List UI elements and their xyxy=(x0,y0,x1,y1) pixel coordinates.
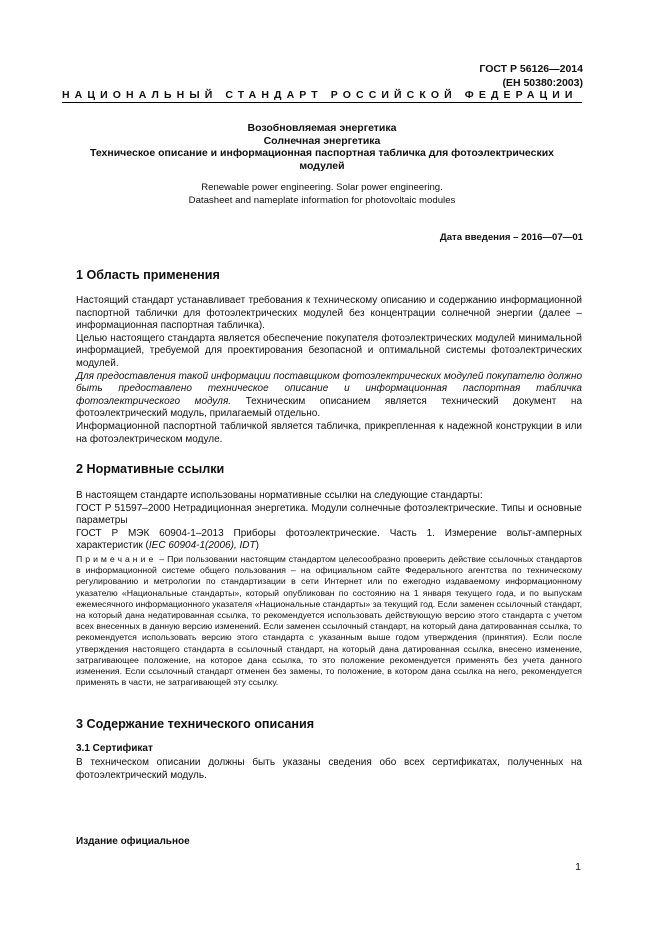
standard-number: ГОСТ Р 56126—2014 xyxy=(479,63,583,75)
section-2-heading: 2 Нормативные ссылки xyxy=(76,462,225,476)
title-line-2: Солнечная энергетика xyxy=(263,134,381,147)
subsection-3-1-heading: 3.1 Сертификат xyxy=(76,743,153,754)
page-number: 1 xyxy=(575,861,581,873)
title-line-4: модулей xyxy=(299,159,345,172)
section-3-heading: 3 Содержание технического описания xyxy=(76,717,315,731)
section-1-paragraph-1: Настоящий стандарт устанавливает требования к техническому описанию и содержанию информационной паспортной таблички для фотоэлектрических модулей без концентрации солнечной энергии (далее – информационная паспортная табличка). xyxy=(76,295,582,332)
standard-designation xyxy=(479,62,583,90)
standard-equivalent: (ЕН 50380:2003) xyxy=(502,77,583,89)
title-line-3: Техническое описание и информационная паспортная табличка для фотоэлектрических xyxy=(89,147,555,159)
english-title-line-2: Datasheet and nameplate information for photovoltaic modules xyxy=(188,194,456,206)
official-edition-label: Издание официальное xyxy=(76,836,190,847)
reference-gost-60904-end: ) xyxy=(255,540,259,552)
english-title xyxy=(62,182,582,207)
note-label: Примечание xyxy=(76,554,157,564)
national-standard-banner: НАЦИОНАЛЬНЫЙ СТАНДАРТ РОССИЙСКОЙ ФЕДЕРАЦИИ xyxy=(62,89,582,103)
section-1-body xyxy=(76,295,582,446)
reference-gost-60904-start: ГОСТ Р МЭК 60904-1–2013 Приборы фотоэлектрические. Часть 1. Измерение вольт-амперных характеристик ( xyxy=(76,527,582,552)
document-title xyxy=(62,122,582,172)
section-1-paragraph-3-italic: Для предоставления такой информации поставщиком фотоэлектрических модулей покупателю должно быть предоставлено техническое описание и информационная паспортная табличка фотоэлектрического модуля. xyxy=(76,370,583,407)
title-line-1: Возобновляемая энергетика xyxy=(247,122,397,134)
section-1-paragraph-3-rest: Техническим описанием является технический документ на фотоэлектрический модуль, прилагаемый отдельно. xyxy=(76,395,582,420)
introduction-date: Дата введения – 2016—07—01 xyxy=(439,232,583,243)
english-title-line-1: Renewable power engineering. Solar power engineering. xyxy=(201,182,443,193)
note-text: – При пользовании настоящим стандартом целесообразно проверить действие ссылочных стандартов в информационной системе общего пользования – на официальном сайте Федерального агентства по техническому регулированию и метрологии по стандартизации в сети Интернет или по ежегодно издаваемому информационному указателю «Национальные стандарты», который опубликован по состоянию на 1 января текущего года, и по выпускам ежемесячного информационного указателя «Национальные стандарты» за текущий год. Если заменен ссылочный стандарт, на который дана недатированная ссылка, то рекомендуется использовать действующую версию этого стандарта с учетом всех внесенных в данную версию изменений. Если заменен ссылочный стандарт, на который дана датированная ссылка, то рекомендуется использовать версию этого стандарта с указанным выше годом утверждения (принятия). Если после утверждения настоящего стандарта в ссылочный стандарт, на который дана датированная ссылка, внесено изменение, затрагивающее положение, на которое дана ссылка, то это положение рекомендуется применять без учета данного изменения. Если ссылочный стандарт отменен без замены, то положение, в котором дана ссылка на него, рекомендуется применять в части, не затрагивающей эту ссылку. xyxy=(76,554,582,688)
section-1-heading: 1 Область применения xyxy=(76,268,220,282)
section-3-body xyxy=(76,757,582,782)
reference-gost-51597: ГОСТ Р 51597–2000 Нетрадиционная энергетика. Модули солнечные фотоэлектрические. Типы и основные параметры xyxy=(76,502,582,527)
section-2-paragraph-1: В настоящем стандарте использованы нормативные ссылки на следующие стандарты: xyxy=(76,490,483,501)
section-1-paragraph-4: Информационной паспортной табличкой является табличка, прикрепленная к надежной конструкции в или на фотоэлектрическом модуле. xyxy=(76,420,582,445)
normative-note xyxy=(76,554,582,688)
section-1-paragraph-2: Целью настоящего стандарта является обеспечение покупателя фотоэлектрических модулей минимальной информацией, требуемой для проектирования безопасной и оптимальной системы фотоэлектрических модулей. xyxy=(76,332,582,369)
reference-gost-60904-iec: IEC 60904-1(2006), IDT xyxy=(148,540,256,552)
section-2-body xyxy=(76,490,582,553)
section-3-paragraph-1: В техническом описании должны быть указаны сведения обо всех сертификатах, полученных на фотоэлектрический модуль. xyxy=(76,757,582,781)
